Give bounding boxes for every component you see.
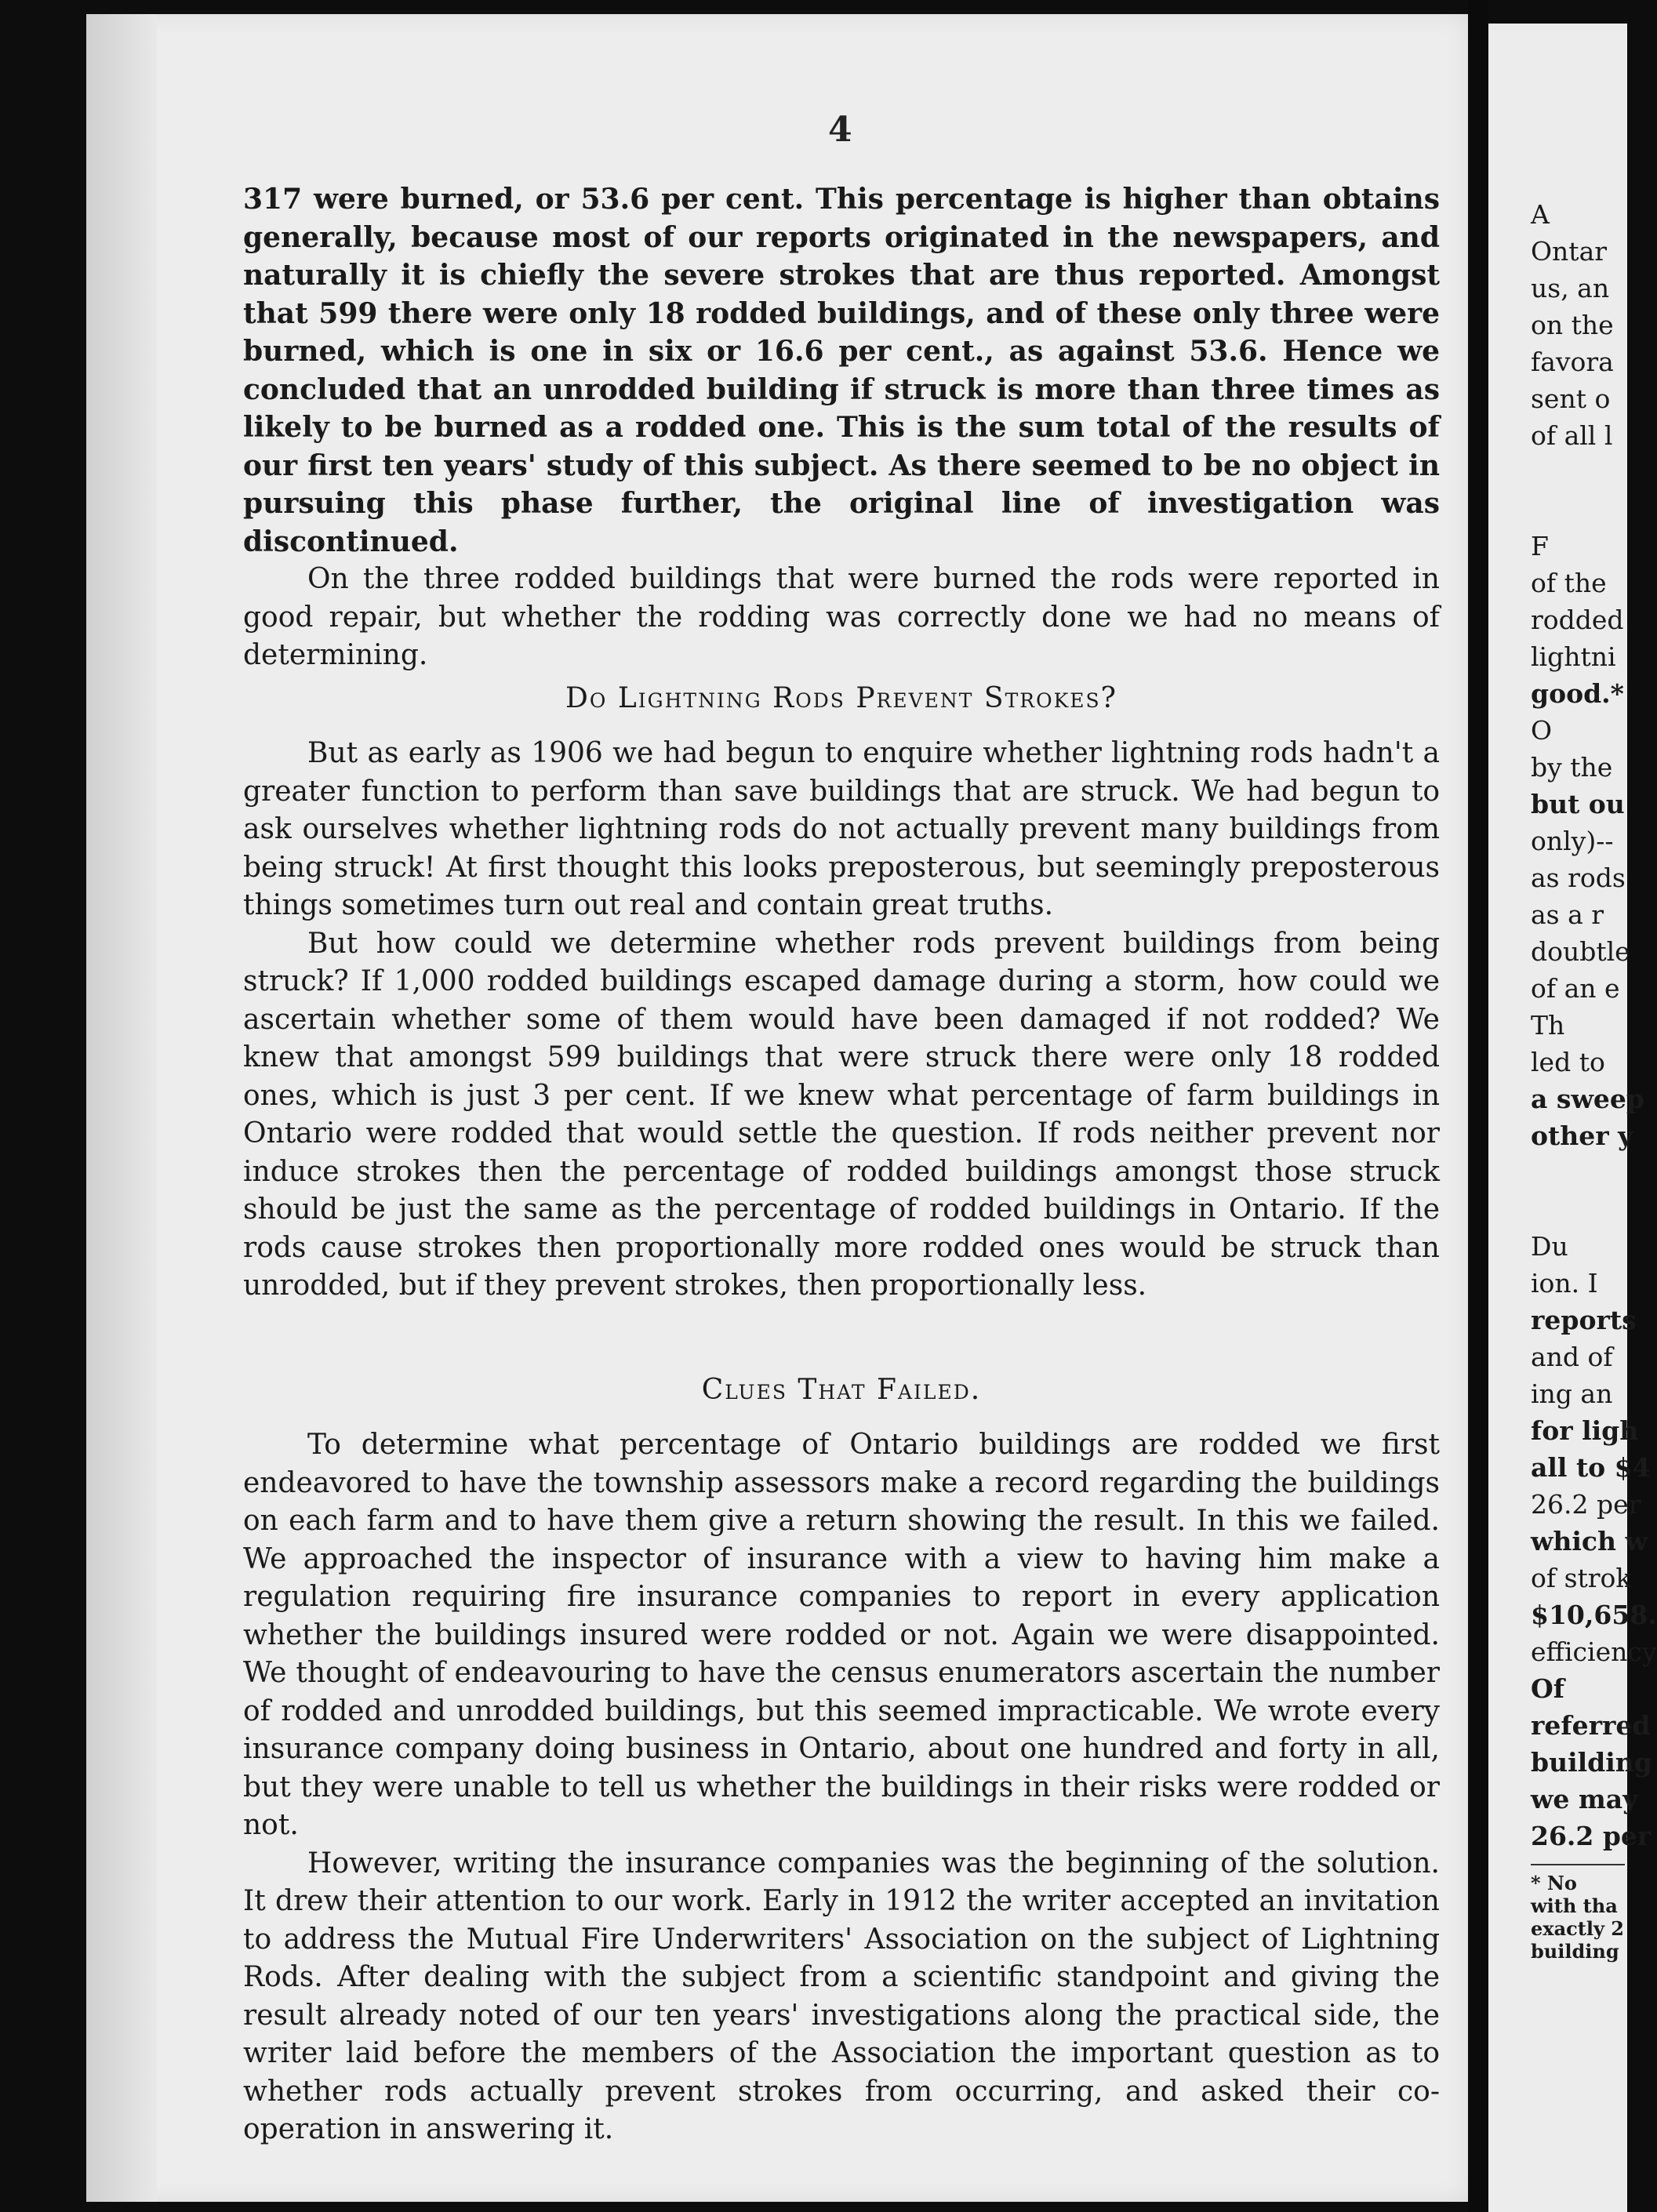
- facing-line: us, an: [1531, 273, 1610, 303]
- facing-line: as a r: [1531, 899, 1604, 930]
- facing-line: good.*: [1531, 678, 1624, 709]
- paragraph-3: But as early as 1906 we had begun to enquire whether lightning rods hadn't a greater function to perform than save buildings that are struck. We had begun to ask ourselves whether lightning rods do not actually prevent many buildings from being struck! At first thought this looks preposterous, but seemingly preposterous things sometimes turn out real and contain great truths.: [243, 737, 1440, 921]
- paragraph-6: However, writing the insurance companies was the beginning of the solution. It drew their attention to our work. Early in 1912 the writer accepted an invitation to address the Mutual Fire Underwriters' Association on the subject of Lightning Rods. After dealing with the subject from a scientific standpoint and giving the result already noted of our ten years' investigations along the practical side, the writer laid before the members of the Association the important question as to whether rods actually prevent strokes from occurring, and asked their co-operation in answering it.: [243, 1847, 1440, 2145]
- facing-line: as rods: [1531, 863, 1626, 893]
- facing-line: Ontar: [1531, 236, 1608, 267]
- page-shadow: [86, 14, 157, 2202]
- facing-line: A: [1531, 199, 1550, 230]
- facing-line: F: [1531, 531, 1549, 561]
- facing-line: $10,658.: [1531, 1600, 1657, 1630]
- footnote-line: with tha: [1531, 1894, 1618, 1917]
- facing-line: Of: [1531, 1673, 1564, 1704]
- section-heading-lightning-rods: Do Lightning Rods Prevent Strokes?: [565, 681, 1117, 714]
- facing-line: O: [1531, 715, 1553, 746]
- paragraph-4: But how could we determine whether rods prevent buildings from being struck? If 1,000 rodded buildings escaped damage during a storm, how could we ascertain whether some of them would have been damaged if not rodded? We knew that amongst 599 buildings that were struck there were only 18 rodded ones, which is just 3 per cent. If we knew what percentage of farm buildings in Ontario were rodded that would settle the question. If rods neither prevent nor induce strokes then the percentage of rodded buildings amongst those struck should be just the same as the percentage of rodded buildings in Ontario. If the rods cause strokes then proportionally more rodded ones would be struck than unrodded, but if they prevent strokes, then proportionally less.: [243, 927, 1440, 1302]
- facing-line: lightni: [1531, 641, 1616, 672]
- facing-line: led to: [1531, 1047, 1605, 1077]
- facing-line: of the: [1531, 568, 1607, 598]
- facing-line: Du: [1531, 1231, 1568, 1262]
- paragraph-5: To determine what percentage of Ontario buildings are rodded we first endeavored to have the township assessors make a record regarding the buildings on each farm and to have them give a return showing the result. In this we failed. We approached the inspector of insurance with a view to having him make a regulation requiring fire insurance companies to report in every application whether the buildings insured were rodded or not. Again we were disappointed. We thought of endeavouring to have the census enumerators ascertain the number of rodded and unrodded buildings, but this seemed impracticable. We wrote every insurance company doing business in Ontario, about one hundred and forty in all, but they were unable to tell us whether the buildings in their risks were rodded or not.: [243, 1429, 1440, 1841]
- facing-line: other y: [1531, 1121, 1633, 1151]
- facing-line: referred: [1531, 1710, 1651, 1741]
- facing-line: efficiency: [1531, 1636, 1657, 1667]
- facing-line: on the: [1531, 310, 1614, 340]
- facing-line: which w: [1531, 1526, 1648, 1556]
- footnote-line: * No: [1531, 1872, 1577, 1894]
- footnote-line: exactly 2: [1531, 1917, 1624, 1940]
- page-number: 4: [828, 110, 852, 150]
- facing-line: we may: [1531, 1784, 1638, 1814]
- facing-line: ion. I: [1531, 1268, 1598, 1299]
- facing-line: rodded: [1531, 605, 1624, 635]
- paragraph-2: On the three rodded buildings that were burned the rods were reported in good repair, but whether the rodding was correctly done we had no means of determining.: [243, 563, 1440, 671]
- facing-page-text: [1531, 196, 1656, 1963]
- facing-line: doubtle: [1531, 936, 1630, 967]
- facing-line: all to $4: [1531, 1452, 1651, 1483]
- facing-line: [1531, 1154, 1656, 1191]
- main-text-column: [243, 180, 1440, 2149]
- facing-line: building: [1531, 1747, 1652, 1778]
- facing-line: 26.2 per: [1531, 1489, 1641, 1520]
- section-heading-clues: Clues That Failed.: [701, 1373, 982, 1406]
- facing-line: reports: [1531, 1305, 1637, 1335]
- footnote-rule: [1531, 1864, 1625, 1865]
- footnote-line: building: [1531, 1940, 1619, 1963]
- facing-line: a sweep: [1531, 1084, 1644, 1114]
- paragraph-1: 317 were burned, or 53.6 per cent. This percentage is higher than obtains generally, because most of our reports originated in the newspapers, and naturally it is chiefly the severe strokes that are thus reported. Amongst that 599 there were only 18 rodded buildings, and of these only three were burned, which is one in six or 16.6 per cent., as against 53.6. Hence we concluded that an unrodded building if struck is more than three times as likely to be burned as a rodded one. This is the sum total of the results of our first ten years' study of this subject. As there seemed to be no object in pursuing this phase further, the original line of investigation was discontinued.: [243, 183, 1440, 558]
- facing-line: [1531, 491, 1656, 528]
- facing-line: by the: [1531, 752, 1613, 783]
- book-spine: [1468, 0, 1488, 2212]
- facing-line: but ou: [1531, 789, 1625, 819]
- facing-line: Th: [1531, 1010, 1565, 1041]
- facing-line: and of: [1531, 1342, 1613, 1372]
- facing-line: sent o: [1531, 383, 1611, 414]
- facing-line: only)--: [1531, 826, 1614, 856]
- facing-line: ing an: [1531, 1378, 1613, 1409]
- facing-line: 26.2 per: [1531, 1821, 1652, 1851]
- facing-line: favora: [1531, 347, 1614, 377]
- facing-line: of an e: [1531, 973, 1620, 1004]
- facing-line: of strok: [1531, 1563, 1632, 1593]
- facing-line: of all l: [1531, 420, 1613, 451]
- facing-line: for ligh: [1531, 1415, 1639, 1446]
- facing-line: [1531, 454, 1656, 491]
- facing-line: [1531, 1191, 1656, 1228]
